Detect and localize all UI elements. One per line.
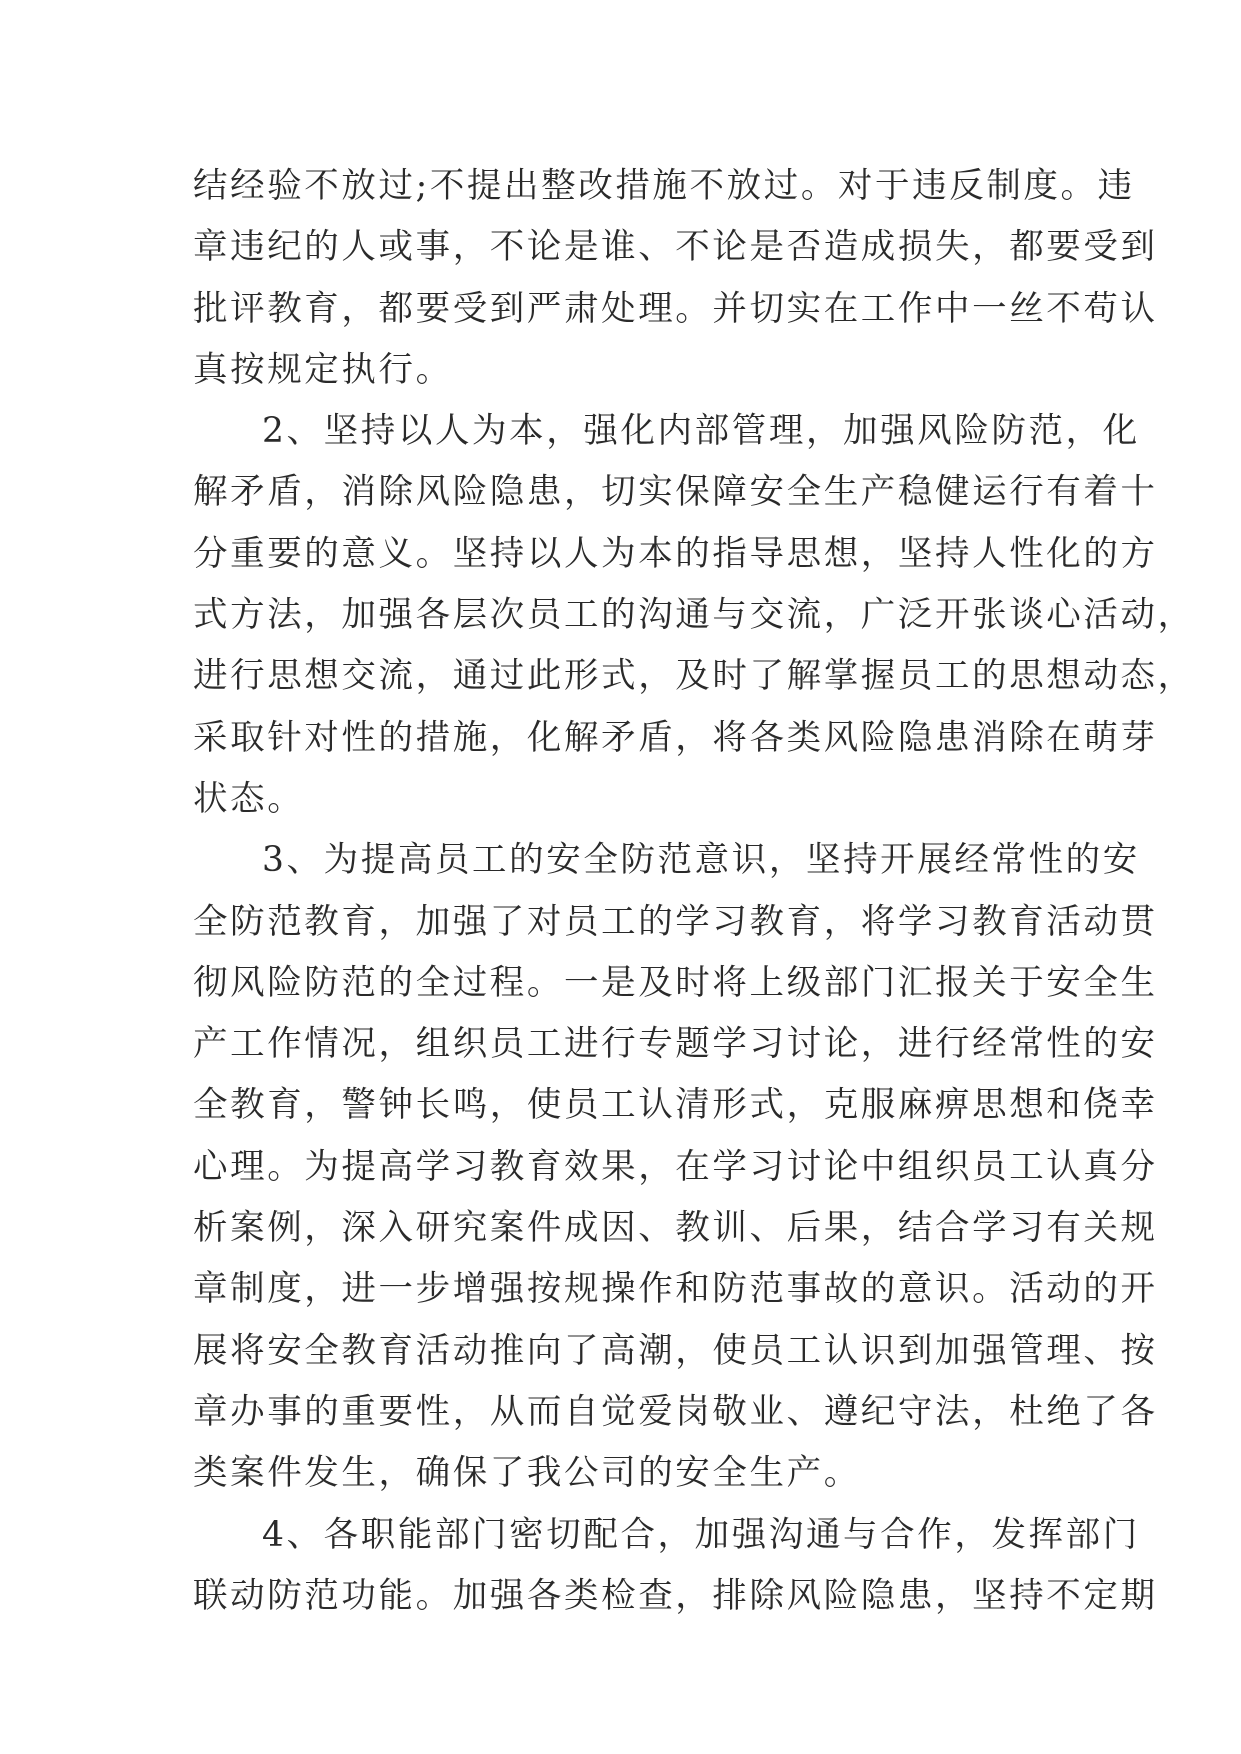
text-line: 3、为提高员工的安全防范意识，坚持开展经常性的安 <box>262 840 1140 881</box>
text-line: 全教育，警钟长鸣，使员工认清形式，克服麻痹思想和侥幸 <box>193 1085 1158 1126</box>
text-line: 联动防范功能。加强各类检查，排除风险隐患，坚持不定期 <box>193 1575 1158 1616</box>
text-line: 真按规定执行。 <box>193 349 453 390</box>
text-line: 全防范教育，加强了对员工的学习教育，将学习教育活动贯 <box>193 901 1158 942</box>
text-line: 状态。 <box>193 778 305 819</box>
text-line: 结经验不放过;不提出整改措施不放过。对于违反制度。违 <box>193 166 1135 206</box>
paragraph <box>193 1505 1158 1628</box>
document-body <box>193 156 1195 1627</box>
paragraph <box>193 401 1195 830</box>
text-line: 4、各职能部门密切配合，加强沟通与合作，发挥部门 <box>262 1514 1140 1555</box>
paragraph <box>193 156 1158 401</box>
text-line: 进行思想交流，通过此形式，及时了解掌握员工的思想动态， <box>193 656 1195 697</box>
text-line: 章办事的重要性，从而自觉爱岗敬业、遵纪守法，杜绝了各 <box>193 1391 1158 1432</box>
text-line: 产工作情况，组织员工进行专题学习讨论，进行经常性的安 <box>193 1024 1158 1065</box>
text-line: 章制度，进一步增强按规操作和防范事故的意识。活动的开 <box>193 1269 1158 1310</box>
text-line: 心理。为提高学习教育效果，在学习讨论中组织员工认真分 <box>193 1146 1158 1187</box>
paragraph <box>193 830 1158 1504</box>
text-line: 析案例，深入研究案件成因、教训、后果，结合学习有关规 <box>193 1208 1158 1249</box>
text-line: 展将安全教育活动推向了高潮，使员工认识到加强管理、按 <box>193 1330 1158 1371</box>
text-line: 章违纪的人或事，不论是谁、不论是否造成损失，都要受到 <box>193 227 1158 268</box>
text-line: 2、坚持以人为本，强化内部管理，加强风险防范，化 <box>262 411 1140 452</box>
text-line: 类案件发生，确保了我公司的安全生产。 <box>193 1453 861 1494</box>
text-line: 解矛盾，消除风险隐患，切实保障安全生产稳健运行有着十 <box>193 472 1158 513</box>
text-line: 分重要的意义。坚持以人为本的指导思想，坚持人性化的方 <box>193 533 1158 574</box>
text-line: 式方法，加强各层次员工的沟通与交流，广泛开张谈心活动， <box>193 595 1195 636</box>
text-line: 彻风险防范的全过程。一是及时将上级部门汇报关于安全生 <box>193 962 1158 1003</box>
text-line: 批评教育，都要受到严肃处理。并切实在工作中一丝不苟认 <box>193 288 1158 329</box>
text-line: 采取针对性的措施，化解矛盾，将各类风险隐患消除在萌芽 <box>193 717 1158 758</box>
